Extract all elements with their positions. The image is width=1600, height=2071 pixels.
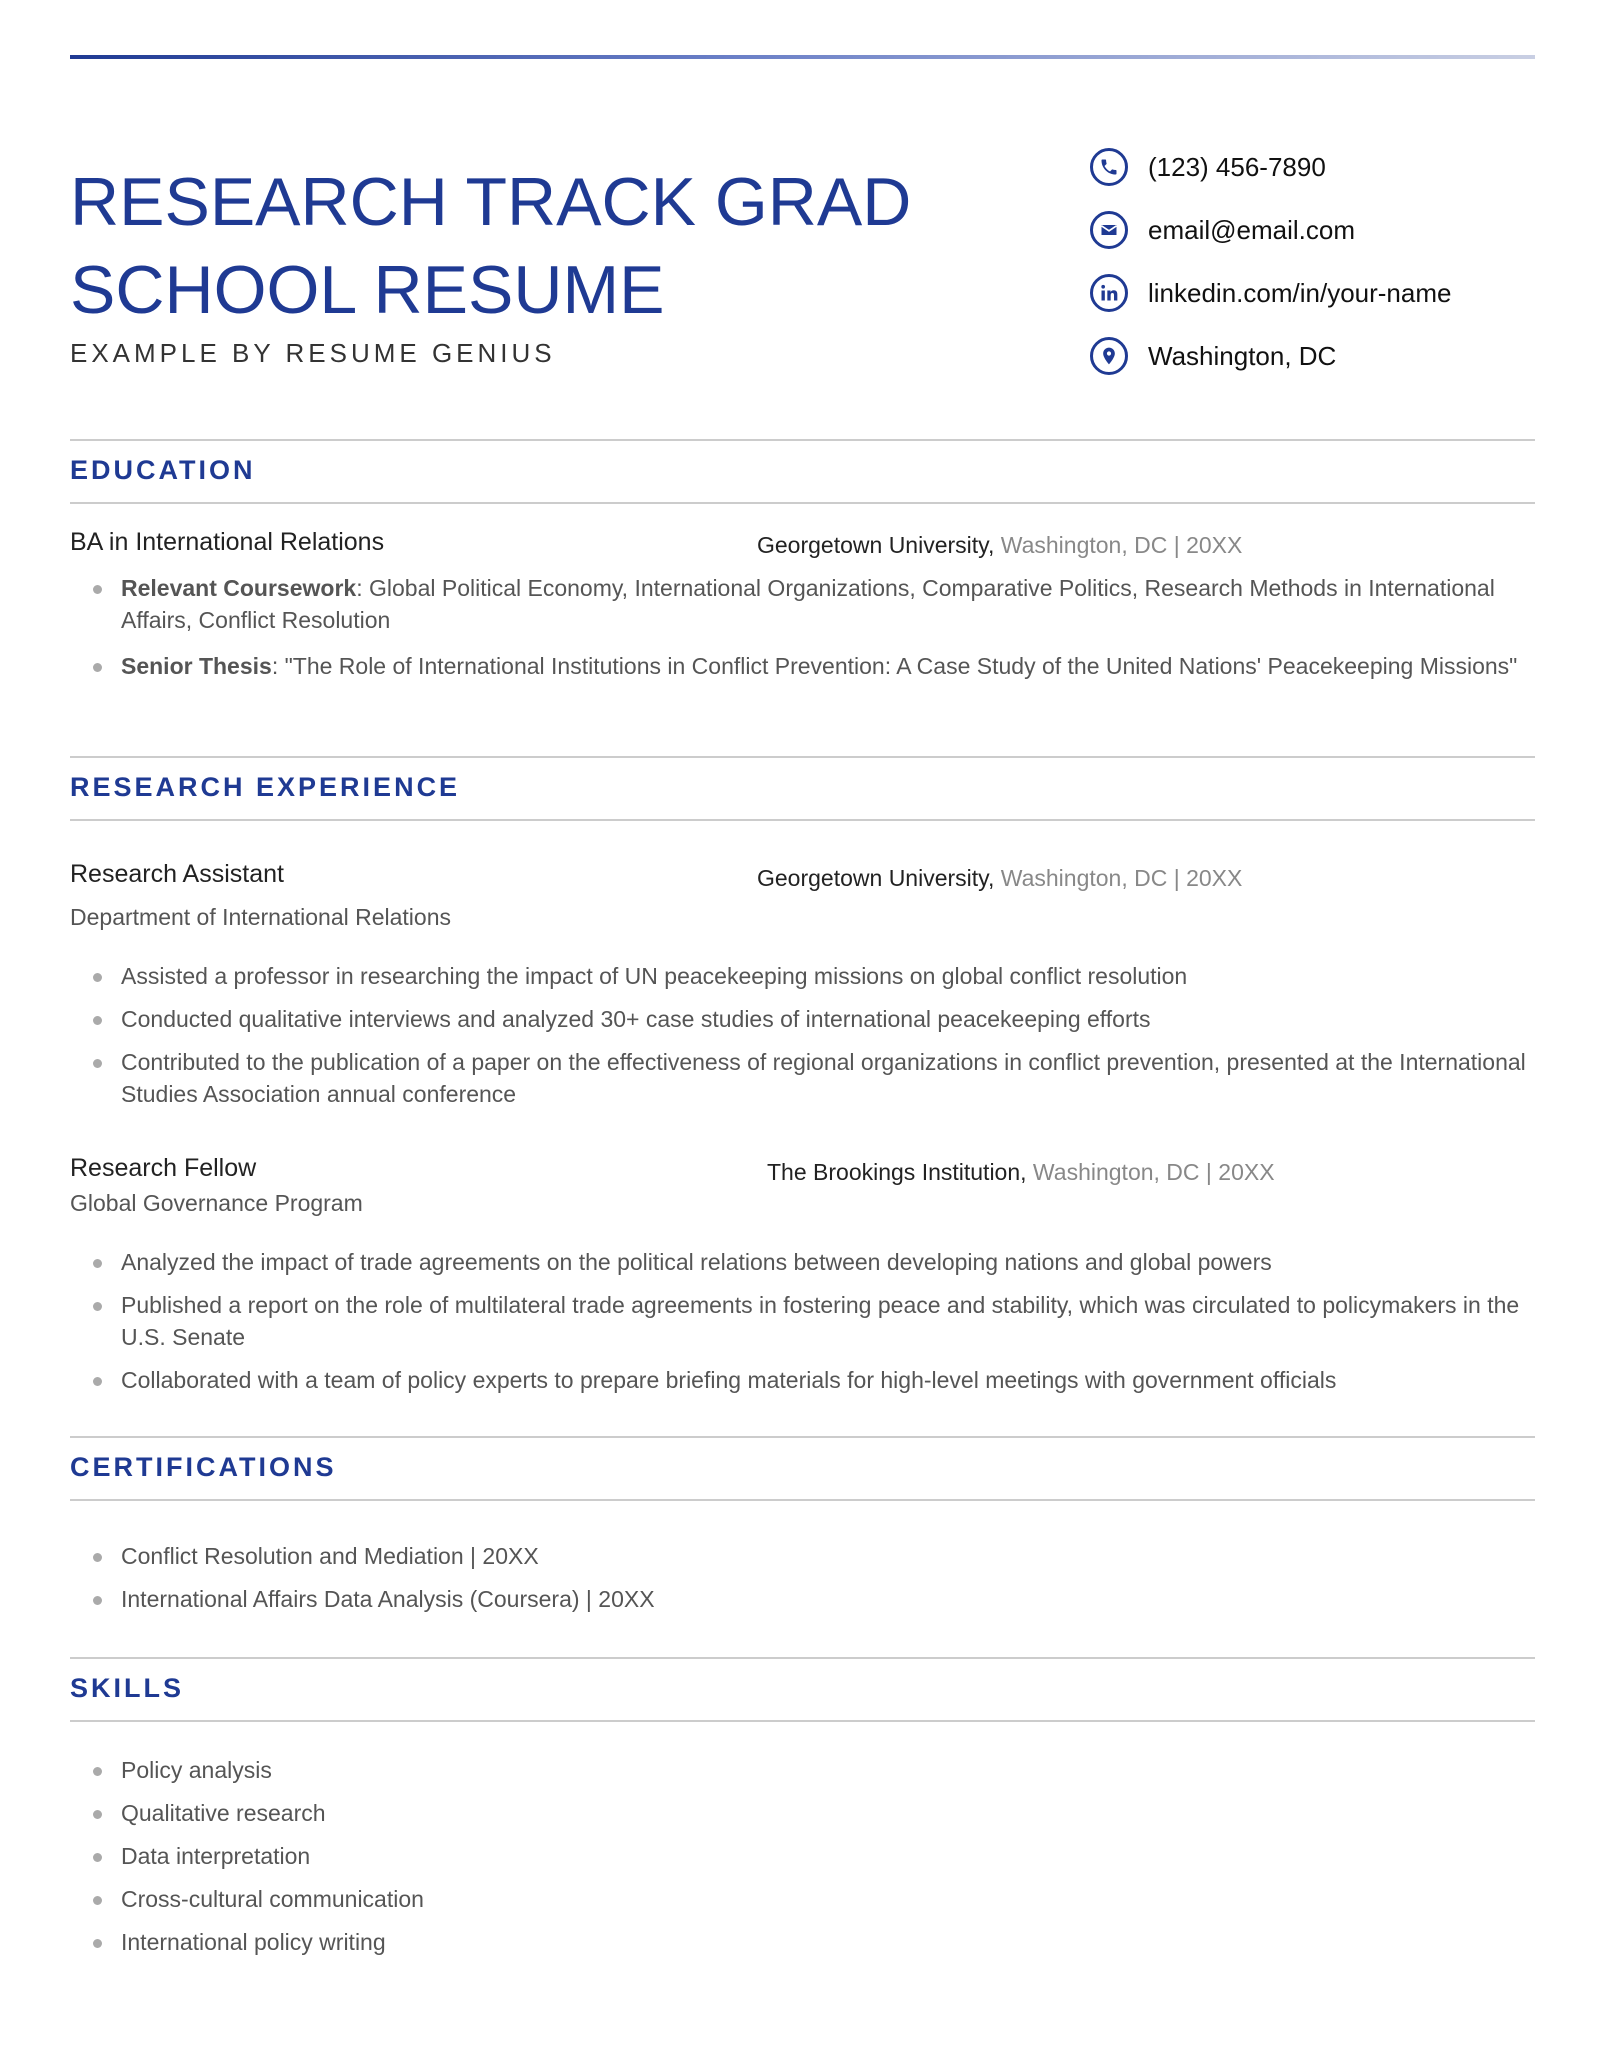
school-name: Georgetown University, [757, 532, 995, 558]
degree-title: BA in International Relations [70, 528, 385, 556]
skills-list [70, 1754, 1535, 1958]
contact-location [1090, 334, 1451, 378]
research-heading: RESEARCH EXPERIENCE [70, 772, 461, 802]
list-item: Published a report on the role of multilateral trade agreements in fostering peace and stability, which was circulated to policymakers in the U.S. Senate [70, 1289, 1535, 1353]
job-bullets [70, 1246, 1535, 1396]
list-item: Assisted a professor in researching the impact of UN peacekeeping missions on global conflict resolution [70, 960, 1535, 992]
job-location-date: Washington, DC | 20XX [1000, 865, 1243, 891]
job-location-date: Washington, DC | 20XX [1032, 1159, 1275, 1185]
job-meta [767, 1159, 1275, 1186]
contact-phone [1090, 145, 1451, 189]
list-item: Contributed to the publication of a paper on the effectiveness of regional organizations in conflict prevention, presented at the International Studies Association annual conference [70, 1046, 1535, 1110]
job-bullets [70, 960, 1535, 1110]
section-divider [70, 819, 1535, 821]
resume-title: RESEARCH TRACK GRAD SCHOOL RESUME [70, 164, 912, 328]
section-divider [70, 1720, 1535, 1722]
section-divider [70, 756, 1535, 758]
list-item: Conducted qualitative interviews and analyzed 30+ case studies of international peacekeeping efforts [70, 1003, 1535, 1035]
list-item: Qualitative research [70, 1797, 1535, 1829]
linkedin-text: linkedin.com/in/your-name [1148, 277, 1452, 308]
list-item: International Affairs Data Analysis (Coursera) | 20XX [70, 1583, 1535, 1615]
list-item: Analyzed the impact of trade agreements on the political relations between developing nations and global powers [70, 1246, 1535, 1278]
certifications-list [70, 1540, 1535, 1615]
certifications-heading: CERTIFICATIONS [70, 1452, 337, 1482]
list-item: Collaborated with a team of policy experts to prepare briefing materials for high-level meetings with government officials [70, 1364, 1535, 1396]
list-item: International policy writing [70, 1926, 1535, 1958]
list-item: Conflict Resolution and Mediation | 20XX [70, 1540, 1535, 1572]
section-divider [70, 1499, 1535, 1501]
phone-icon [1090, 148, 1128, 186]
skills-heading: SKILLS [70, 1673, 185, 1703]
contact-block [1090, 145, 1451, 397]
job-meta [757, 865, 1242, 892]
location-pin-icon [1090, 337, 1128, 375]
email-icon [1090, 211, 1128, 249]
education-heading: EDUCATION [70, 455, 256, 485]
job-department: Global Governance Program [70, 1190, 363, 1216]
school-location-date: Washington, DC | 20XX [1000, 532, 1243, 558]
coursework-text: : Global Political Economy, International Organizations, Comparative Politics, Research Methods in International Affairs, Conflict Resolution [121, 575, 1495, 633]
job-title: Research Assistant [70, 860, 284, 888]
list-item [70, 572, 1535, 636]
education-details [70, 572, 1535, 682]
section-divider [70, 439, 1535, 441]
thesis-text: : "The Role of International Institutions in Conflict Prevention: A Case Study of the United Nations' Peacekeeping Missions" [271, 653, 1518, 679]
list-item [70, 650, 1535, 682]
job-org: The Brookings Institution, [767, 1159, 1027, 1185]
list-item: Cross-cultural communication [70, 1883, 1535, 1915]
job-title: Research Fellow [70, 1154, 257, 1182]
coursework-label: Relevant Coursework [121, 575, 357, 601]
section-divider [70, 1657, 1535, 1659]
email-text: email@email.com [1148, 214, 1355, 245]
thesis-label: Senior Thesis [121, 653, 272, 679]
list-item: Data interpretation [70, 1840, 1535, 1872]
section-divider [70, 502, 1535, 504]
location-text: Washington, DC [1148, 340, 1337, 371]
education-meta [757, 532, 1242, 559]
section-divider [70, 1436, 1535, 1438]
phone-text: (123) 456-7890 [1148, 151, 1326, 182]
contact-linkedin [1090, 271, 1451, 315]
contact-email [1090, 208, 1451, 252]
resume-subtitle: EXAMPLE BY RESUME GENIUS [70, 338, 556, 368]
list-item: Policy analysis [70, 1754, 1535, 1786]
job-department: Department of International Relations [70, 904, 451, 930]
top-accent-bar [70, 55, 1535, 59]
job-org: Georgetown University, [757, 865, 995, 891]
linkedin-icon [1090, 274, 1128, 312]
